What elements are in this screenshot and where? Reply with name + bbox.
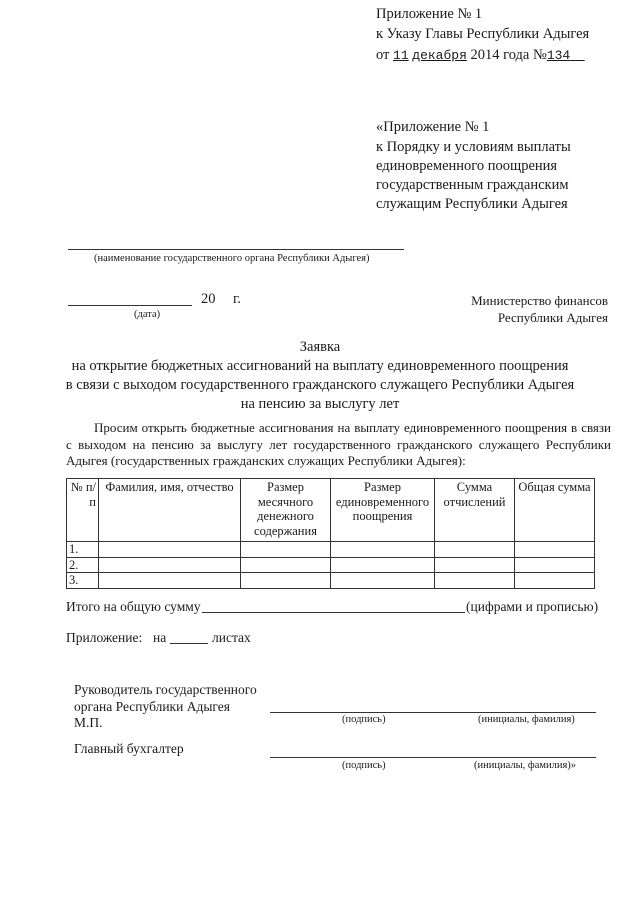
table-cell: [435, 557, 515, 573]
total-amount-line: [202, 612, 465, 613]
attachment-sheets-line: [170, 643, 208, 644]
appendix2-line-5: служащим Республики Адыгея: [376, 196, 568, 212]
table-header-row: [67, 479, 595, 542]
row-number: 1.: [67, 542, 99, 558]
table-row: [67, 573, 595, 589]
table-row: [67, 542, 595, 558]
document-title: [40, 338, 600, 414]
date-year-suffix: г.: [233, 291, 241, 307]
appendix2-line-1: «Приложение № 1: [376, 119, 490, 135]
col-bonus-amount: Размер единовременного поощрения: [331, 479, 435, 542]
col-total: Общая сумма: [515, 479, 595, 542]
accountant-sign-caption: (подпись): [342, 760, 386, 771]
decree-day: 11: [393, 48, 409, 63]
table-cell: [241, 542, 331, 558]
row-number: 2.: [67, 557, 99, 573]
payments-table: [66, 478, 595, 589]
table-cell: [331, 542, 435, 558]
table-cell: [99, 557, 241, 573]
stamp-label: М.П.: [74, 715, 103, 730]
attachment-sheets: листах: [212, 630, 251, 645]
title-line-2: в связи с выходом государственного гражданского служащего Республики Адыгея: [65, 377, 575, 393]
title-line-1: на открытие бюджетных ассигнований на выплату единовременного поощрения: [71, 358, 569, 374]
accountant-signature-line: [270, 757, 596, 758]
attachment-on: на: [153, 630, 167, 645]
table-cell: [435, 542, 515, 558]
org-name-line: [68, 249, 404, 250]
decree-month: декабря: [412, 48, 467, 63]
appendix2-line-3: единовременного поощрения: [376, 158, 558, 174]
recipient-line-1: Министерство финансов: [471, 293, 608, 308]
table-cell: [515, 557, 595, 573]
decree-year: 2014 года №: [470, 47, 547, 63]
org-name-caption: (наименование государственного органа Республики Адыгея): [94, 253, 370, 264]
table-cell: [99, 542, 241, 558]
table-cell: [331, 557, 435, 573]
appendix2-line-2: к Порядку и условиям выплаты: [376, 139, 571, 155]
decree-number: 134: [546, 48, 571, 63]
title-heading: Заявка: [299, 339, 341, 355]
row-number: 3.: [67, 573, 99, 589]
appendix-decree-ref: к Указу Главы Республики Адыгея: [376, 26, 590, 42]
col-full-name: Фамилия, имя, отчество: [99, 479, 241, 542]
table-cell: [435, 573, 515, 589]
date-year-prefix: 20: [201, 291, 216, 307]
head-signature-line: [270, 712, 596, 713]
table-cell: [515, 542, 595, 558]
table-row: [67, 557, 595, 573]
appendix2-line-4: государственным гражданским: [376, 177, 569, 193]
recipient-line-2: Республики Адыгея: [497, 310, 608, 325]
head-title-line-1: Руководитель государственного: [74, 682, 257, 697]
accountant-name-caption: (инициалы, фамилия)»: [474, 760, 577, 771]
col-monthly-salary: Размер месячного денежного содержания: [241, 479, 331, 542]
table-cell: [241, 573, 331, 589]
head-signature-block: [74, 682, 257, 732]
table-cell: [515, 573, 595, 589]
request-paragraph: Просим открыть бюджетные ассигнования на выплату единовременного поощрения в связи с выходом на пенсию за выслугу лет государственного гражданского служащего Республики Адыгея (государственных гражданских служащих Республики Адыгея):: [66, 420, 611, 468]
date-caption: (дата): [134, 309, 161, 320]
attachment-label: Приложение:: [66, 630, 143, 645]
recipient: [471, 292, 608, 326]
table-cell: [241, 557, 331, 573]
col-number: № п/п: [67, 479, 99, 542]
date-line: [68, 305, 192, 306]
head-name-caption: (инициалы, фамилия): [478, 714, 575, 725]
table-cell: [99, 573, 241, 589]
accountant-label: Главный бухгалтер: [74, 741, 184, 756]
total-hint: (цифрами и прописью): [466, 599, 599, 614]
table-cell: [331, 573, 435, 589]
appendix-title: Приложение № 1: [376, 6, 483, 22]
from-label: от: [376, 47, 390, 63]
appendix-date-line: [376, 46, 585, 65]
head-sign-caption: (подпись): [342, 714, 386, 725]
col-deductions: Сумма отчислений: [435, 479, 515, 542]
title-line-3: на пенсию за выслугу лет: [240, 396, 400, 412]
total-label: Итого на общую сумму: [66, 599, 201, 614]
head-title-line-2: органа Республики Адыгея: [74, 698, 230, 714]
